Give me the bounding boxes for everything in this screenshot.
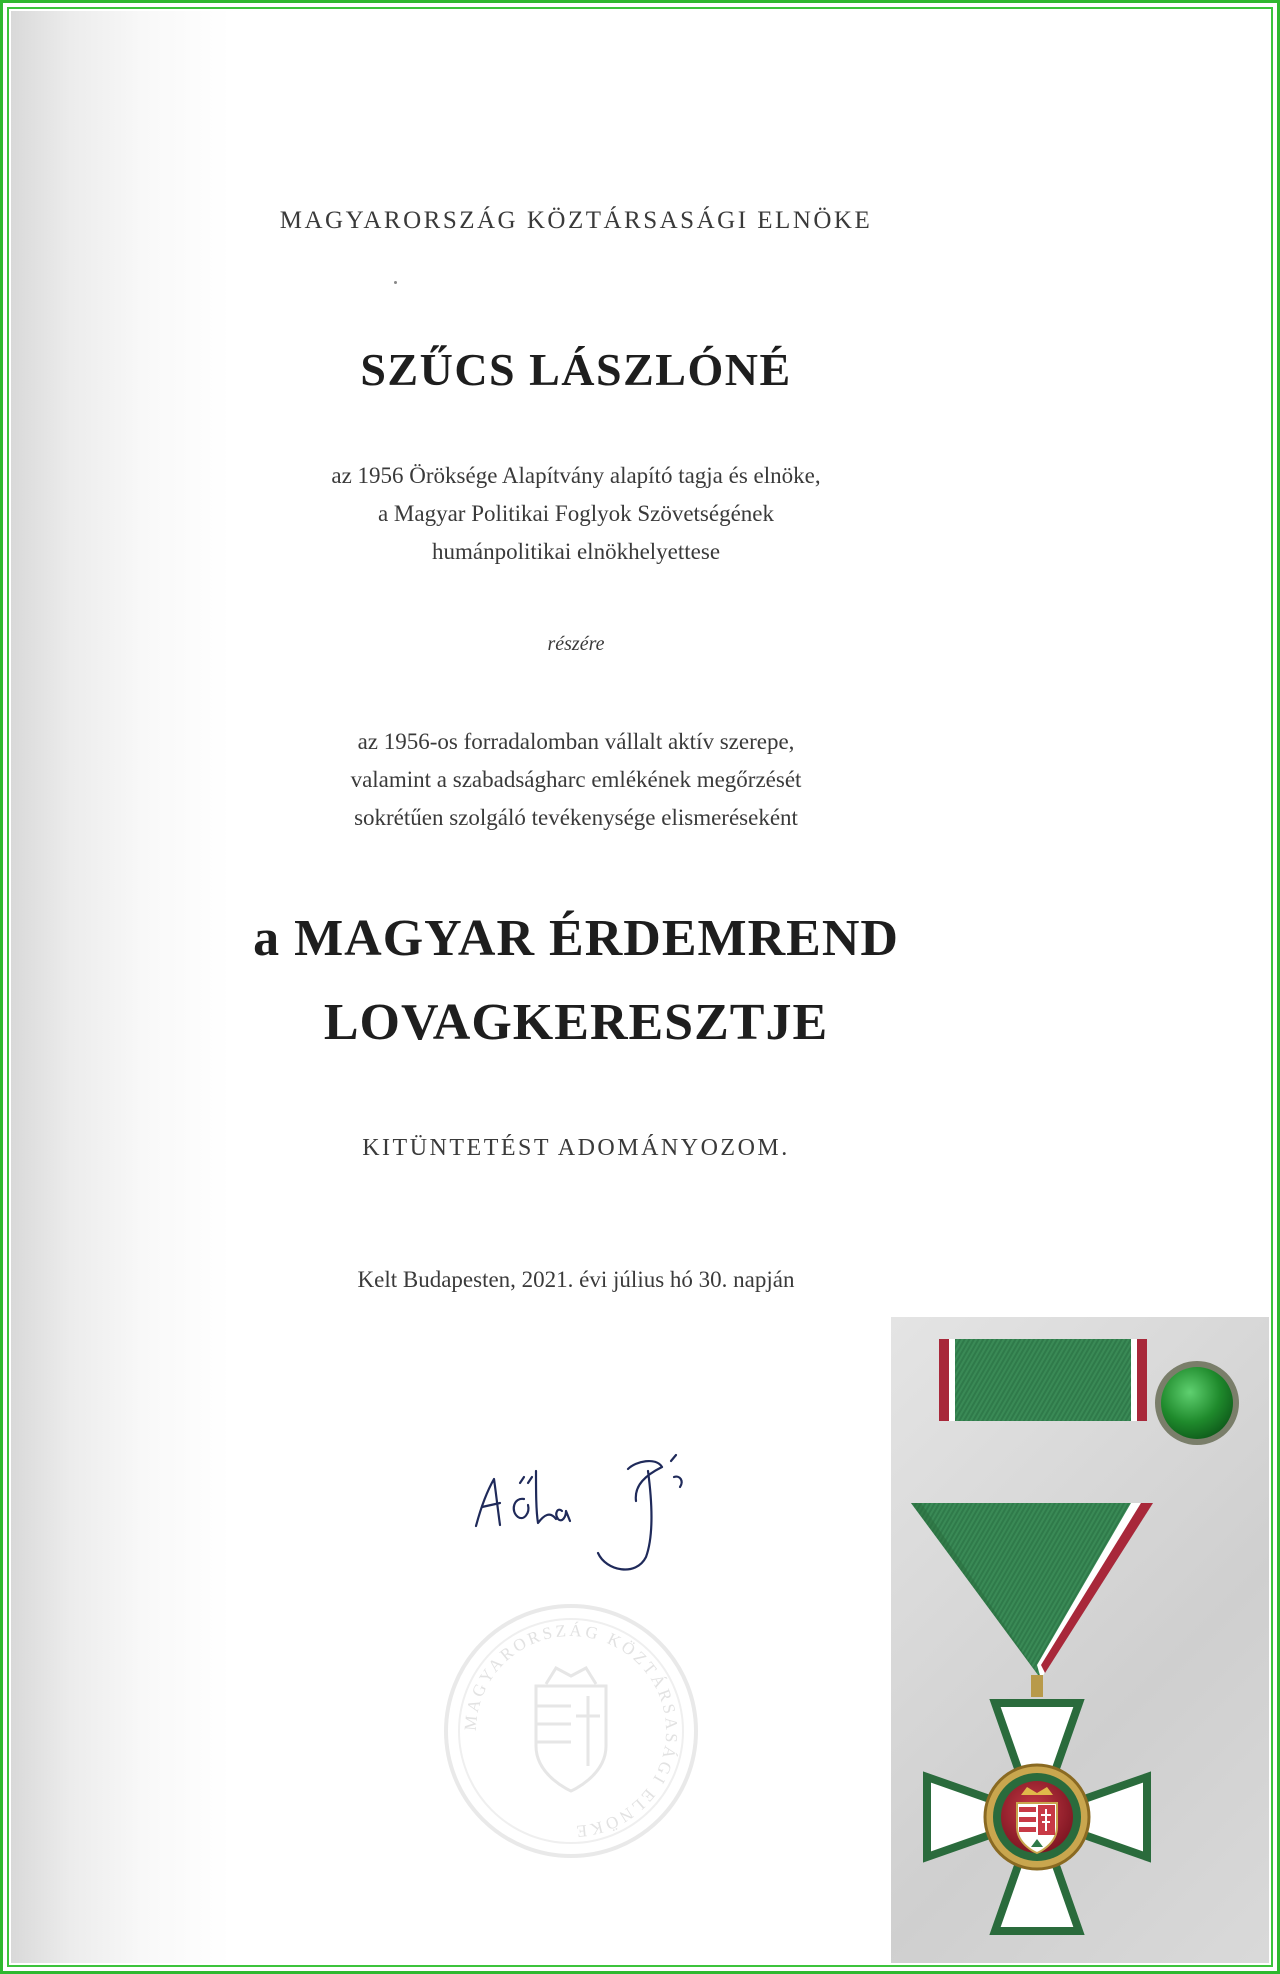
reason-line-3: sokrétűen szolgáló tevékenysége elismeréseként <box>354 805 798 830</box>
award-prefix: a <box>253 910 281 967</box>
seal-text: MAGYARORSZÁG KÖZTÁRSASÁGI ELNÖKE <box>460 1620 682 1842</box>
issuer-heading: MAGYARORSZÁG KÖZTÁRSASÁGI ELNÖKE <box>279 207 873 234</box>
decorative-dot <box>394 281 397 284</box>
signature-icon <box>466 1431 766 1581</box>
recipient-title-line-2: a Magyar Politikai Foglyok Szövetségének <box>377 501 775 526</box>
reason-line-1: az 1956-os forradalomban vállalt aktív szerepe, <box>357 729 795 754</box>
award-title-line-1 <box>11 909 1141 968</box>
recipient-title-line-1: az 1956 Öröksége Alapítvány alapító tagja és elnöke, <box>331 463 821 488</box>
certificate-page <box>11 11 1269 1963</box>
reason-line-2: valamint a szabadságharc emlékének megőrzését <box>350 767 802 792</box>
svg-text:MAGYARORSZÁG KÖZTÁRSASÁGI ELNÖ <box>461 1621 682 1841</box>
for-label: részére <box>547 633 605 655</box>
medal-photo <box>891 1317 1269 1963</box>
grant-statement: KITÜNTETÉST ADOMÁNYOZOM. <box>362 1135 790 1161</box>
recipient-name: SZŰCS LÁSZLÓNÉ <box>360 344 792 395</box>
recipient-title-line-3: humánpolitikai elnökhelyettese <box>431 539 721 564</box>
award-title-line-2: LOVAGKERESZTJE <box>323 994 829 1051</box>
date-line: Kelt Budapesten, 2021. évi július hó 30. napján <box>357 1267 795 1292</box>
embossed-seal-icon <box>436 1596 706 1866</box>
award-name: MAGYAR ÉRDEMREND <box>294 910 899 967</box>
order-of-merit-medal-icon <box>891 1317 1269 1963</box>
